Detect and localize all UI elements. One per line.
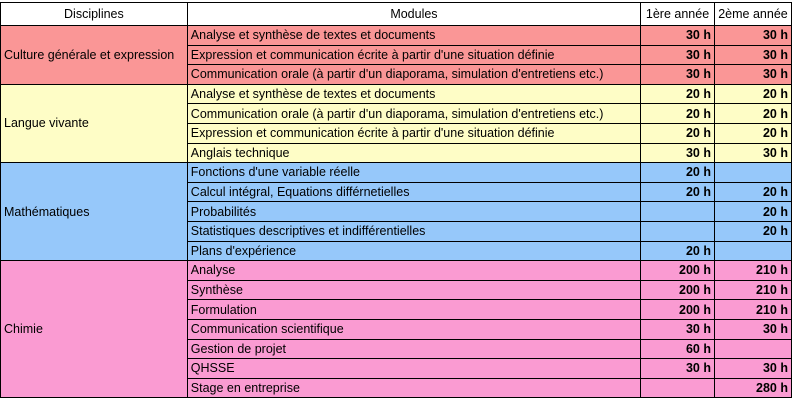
year2-hours-cell: 30 h [715, 26, 792, 46]
year1-hours-cell: 30 h [641, 45, 715, 65]
year1-hours-cell: 20 h [641, 241, 715, 261]
module-cell: Communication scientifique [187, 319, 640, 339]
table-row [1, 84, 792, 104]
module-cell: Communication orale (à partir d'un diaporama, simulation d'entretiens etc.) [187, 104, 640, 124]
module-cell: Communication orale (à partir d'un diaporama, simulation d'entretiens etc.) [187, 65, 640, 85]
year1-hours-cell: 20 h [641, 163, 715, 183]
module-cell: Plans d'expérience [187, 241, 640, 261]
module-cell: Probabilités [187, 202, 640, 222]
header-disciplines: Disciplines [1, 3, 188, 26]
year2-hours-cell [715, 163, 792, 183]
curriculum-table [0, 2, 792, 398]
year2-hours-cell: 20 h [715, 221, 792, 241]
year1-hours-cell: 20 h [641, 182, 715, 202]
year1-hours-cell: 30 h [641, 143, 715, 163]
year1-hours-cell: 200 h [641, 280, 715, 300]
year2-hours-cell: 20 h [715, 104, 792, 124]
table-row [1, 261, 792, 281]
table-row [1, 26, 792, 46]
year2-hours-cell [715, 339, 792, 359]
table-row [1, 163, 792, 183]
year1-hours-cell: 200 h [641, 300, 715, 320]
discipline-cell: Chimie [1, 261, 188, 398]
year1-hours-cell [641, 202, 715, 222]
year2-hours-cell: 30 h [715, 359, 792, 379]
year1-hours-cell: 20 h [641, 104, 715, 124]
module-cell: Expression et communication écrite à partir d'une situation définie [187, 45, 640, 65]
table-body [1, 26, 792, 398]
year1-hours-cell: 20 h [641, 123, 715, 143]
module-cell: Expression et communication écrite à partir d'une situation définie [187, 123, 640, 143]
year1-hours-cell: 30 h [641, 65, 715, 85]
module-cell: Analyse et synthèse de textes et documents [187, 84, 640, 104]
year2-hours-cell: 20 h [715, 123, 792, 143]
year2-hours-cell: 280 h [715, 378, 792, 398]
module-cell: Formulation [187, 300, 640, 320]
year2-hours-cell: 210 h [715, 300, 792, 320]
header-year2: 2ème année [715, 3, 792, 26]
year1-hours-cell: 30 h [641, 359, 715, 379]
year2-hours-cell: 20 h [715, 182, 792, 202]
header-modules: Modules [187, 3, 640, 26]
module-cell: Analyse [187, 261, 640, 281]
year2-hours-cell: 30 h [715, 143, 792, 163]
year1-hours-cell: 200 h [641, 261, 715, 281]
header-row [1, 3, 792, 26]
discipline-cell: Mathématiques [1, 163, 188, 261]
header-year1: 1ère année [641, 3, 715, 26]
module-cell: Stage en entreprise [187, 378, 640, 398]
year2-hours-cell: 210 h [715, 280, 792, 300]
year1-hours-cell: 30 h [641, 26, 715, 46]
discipline-cell: Langue vivante [1, 84, 188, 162]
year2-hours-cell: 20 h [715, 202, 792, 222]
year1-hours-cell: 60 h [641, 339, 715, 359]
year2-hours-cell: 210 h [715, 261, 792, 281]
year2-hours-cell: 30 h [715, 319, 792, 339]
module-cell: Fonctions d'une variable réelle [187, 163, 640, 183]
module-cell: Analyse et synthèse de textes et documents [187, 26, 640, 46]
year2-hours-cell: 30 h [715, 65, 792, 85]
year1-hours-cell [641, 221, 715, 241]
module-cell: Gestion de projet [187, 339, 640, 359]
year1-hours-cell: 20 h [641, 84, 715, 104]
year1-hours-cell: 30 h [641, 319, 715, 339]
year2-hours-cell: 20 h [715, 84, 792, 104]
year1-hours-cell [641, 378, 715, 398]
year2-hours-cell: 30 h [715, 45, 792, 65]
module-cell: Synthèse [187, 280, 640, 300]
discipline-cell: Culture générale et expression [1, 26, 188, 85]
module-cell: QHSSE [187, 359, 640, 379]
module-cell: Anglais technique [187, 143, 640, 163]
module-cell: Statistiques descriptives et indifférentielles [187, 221, 640, 241]
year2-hours-cell [715, 241, 792, 261]
module-cell: Calcul intégral, Equations différnetielles [187, 182, 640, 202]
